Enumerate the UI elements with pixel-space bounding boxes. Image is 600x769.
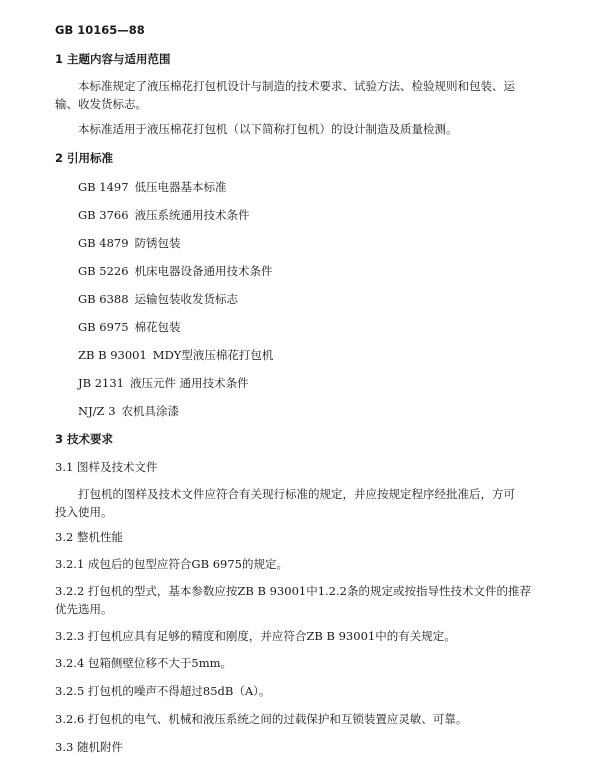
section-3-heading: 3 技术要求: [55, 432, 114, 446]
reference-title: 棉花包装: [134, 320, 181, 334]
section-3-2-4: 3.2.4 包箱侧壁位移不大于5mm。: [55, 656, 233, 670]
section-3-2-2-line-2: 优先选用。: [55, 602, 113, 616]
reference-item: [78, 236, 181, 251]
reference-code: GB 3766: [78, 208, 129, 222]
reference-title: 机床电器设备通用技术条件: [134, 264, 273, 278]
section-3-1-line-2: 投入使用。: [55, 505, 113, 519]
reference-code: ZB B 93001: [78, 348, 147, 362]
reference-item: [78, 208, 250, 223]
section-3-2-1: 3.2.1 成包后的包型应符合GB 6975的规定。: [55, 557, 288, 571]
section-3-2-3: 3.2.3 打包机应具有足够的精度和刚度，并应符合ZB B 93001中的有关规定。: [55, 629, 456, 643]
section-1-paragraph-1-line-2: 输、收发货标志。: [55, 97, 147, 111]
reference-title: 农机具涂漆: [121, 404, 180, 418]
reference-item: [78, 320, 181, 335]
section-3-2-5: 3.2.5 打包机的噪声不得超过85dB（A）。: [55, 684, 271, 698]
section-3-3-heading: 3.3 随机附件: [55, 740, 123, 754]
section-3-2-2-line-1: 3.2.2 打包机的型式，基本参数应按ZB B 93001中1.2.2条的规定或按指导性技术文件的推荐: [55, 584, 531, 598]
reference-code: JB 2131: [78, 376, 124, 390]
section-3-1-heading: 3.1 图样及技术文件: [55, 460, 158, 474]
document-code: GB 10165—88: [55, 23, 145, 37]
reference-item: [78, 348, 273, 363]
reference-code: GB 4879: [78, 236, 129, 250]
section-1-paragraph-1-line-1: 本标准规定了液压棉花打包机设计与制造的技术要求、试验方法、检验规则和包装、运: [78, 79, 515, 93]
section-3-2-heading: 3.2 整机性能: [55, 530, 123, 544]
reference-title: 低压电器基本标准: [134, 180, 227, 194]
reference-title: 液压系统通用技术条件: [134, 208, 250, 222]
reference-code: GB 6975: [78, 320, 129, 334]
reference-title: 防锈包装: [134, 236, 181, 250]
reference-item: [78, 376, 249, 391]
reference-item: [78, 292, 238, 307]
section-3-2-6: 3.2.6 打包机的电气、机械和液压系统之间的过载保护和互锁装置应灵敏、可靠。: [55, 712, 468, 726]
section-2-heading: 2 引用标准: [55, 151, 114, 165]
reference-item: [78, 180, 227, 195]
section-1-paragraph-2: 本标准适用于液压棉花打包机（以下简称打包机）的设计制造及质量检测。: [78, 122, 458, 136]
reference-title: 液压元件 通用技术条件: [129, 376, 249, 390]
reference-code: GB 5226: [78, 264, 129, 278]
reference-code: GB 1497: [78, 180, 129, 194]
reference-title: 运输包装收发货标志: [134, 292, 239, 306]
reference-title: MDY型液压棉花打包机: [152, 348, 274, 362]
section-1-heading: 1 主题内容与适用范围: [55, 52, 171, 66]
section-3-1-line-1: 打包机的图样及技术文件应符合有关现行标准的规定，并应按规定程序经批准后，方可: [78, 487, 515, 501]
reference-code: NJ/Z 3: [78, 404, 116, 418]
reference-item: [78, 264, 273, 279]
reference-item: [78, 404, 179, 419]
reference-code: GB 6388: [78, 292, 129, 306]
